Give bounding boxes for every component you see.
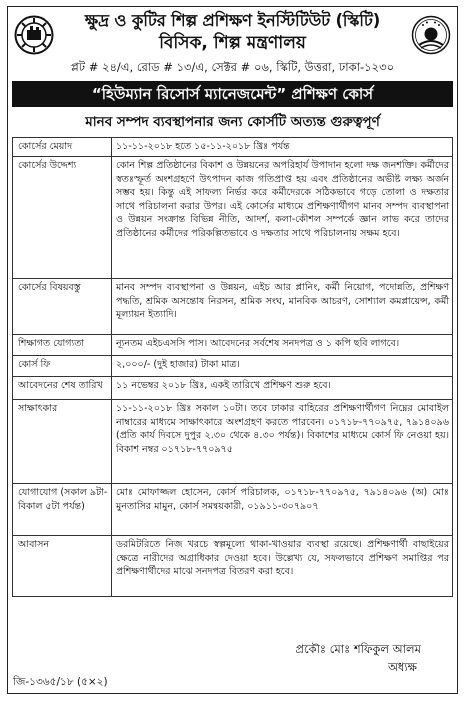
row-objective bbox=[13, 157, 453, 279]
row-value: ১১ নভেম্বর ২০১৮ খ্রিঃ, একই তারিখে প্রশিক্ষণ শুরু হবে। bbox=[112, 377, 453, 399]
row-duration bbox=[13, 138, 453, 157]
row-label: সাক্ষাৎকার bbox=[13, 400, 112, 483]
row-value: ১১-১১-২০১৮ হতে ১৫-১১-২০১৮ খ্রিঃ পর্যন্ত bbox=[112, 138, 453, 156]
row-label: আবাসন bbox=[13, 536, 112, 596]
row-label: কোর্সের বিষয়বস্তু bbox=[13, 279, 112, 334]
row-interview bbox=[13, 400, 453, 484]
course-details-table bbox=[12, 137, 453, 597]
reference-number: জি-১৩৬৫/১৮ (৫×২) bbox=[13, 676, 108, 688]
footer bbox=[8, 637, 457, 693]
ministry-name: বিসিক, শিল্প মন্ত্রণালয় bbox=[159, 33, 306, 53]
organization-name: ক্ষুদ্র ও কুটির শিল্প প্রশিক্ষণ ইনস্টিটিউট (স্কিটি) bbox=[84, 11, 381, 30]
row-value: ডরমিটরিতে নিজ খরচে স্বল্পমূল্যে থাকা-খাওয়ার ব্যবস্থা রয়েছে। প্রশিক্ষণার্থী বাছাইয়ের ক্ষেত্রে নারীদের অগ্রাধিকার দেওয়া হবে। উল্লেখ্য যে, সফলভাবে প্রশিক্ষণ সমাপ্তির পর প্রশিক্ষণার্থীদের মাঝে সনদপত্র বিতরণ করা হবে। bbox=[112, 536, 453, 596]
row-deadline bbox=[13, 377, 453, 400]
row-label: কোর্সের উদ্দেশ্য bbox=[13, 157, 112, 278]
row-label: শিক্ষাগত যোগ্যতা bbox=[13, 335, 112, 355]
row-value: ২,০০০/- (দুই হাজার) টাকা মাত্র। bbox=[112, 356, 453, 376]
advertisement-page bbox=[7, 6, 458, 694]
course-title-banner: “হিউম্যান রিসোর্স ম্যানেজমেন্ট” প্রশিক্ষণ কোর্স bbox=[12, 81, 453, 107]
header bbox=[8, 7, 457, 81]
row-value: মোঃ মোফাজ্জল হোসেন, কোর্স পরিচালক, ০১৭১৮-৭৭০৯৭৫, ৭৯১৪০৯৬ (অ) মোঃ মুনতাসির মামুন, কোর্স সমন্বয়কারী, ০১৯১১-৩০৭৯০৭ bbox=[112, 484, 453, 535]
course-subtitle: মানব সম্পদ ব্যবস্থাপনার জন্য কোর্সটি অত্যন্ত গুরুত্বপূর্ণ bbox=[85, 114, 380, 130]
row-contact bbox=[13, 484, 453, 536]
row-contents bbox=[13, 279, 453, 335]
address: প্লট # ২৪/এ, রোড # ১৩/এ, সেক্টর # ০৬, স্কিটি, উত্তরা, ঢাকা-১২৩০ bbox=[70, 60, 395, 74]
row-course-fee bbox=[13, 356, 453, 377]
signer-name: প্রকৌঃ মোঃ শফিকুল আলম bbox=[295, 642, 421, 656]
row-accommodation bbox=[13, 536, 453, 597]
signer-designation: অধ্যক্ষ bbox=[387, 660, 417, 674]
government-seal-icon bbox=[411, 15, 451, 55]
row-value: ন্যূনতম এইচএসসি পাস। আবেদনের সর্বশেষ সনদপত্র ও ১ কপি ছবি লাগবে। bbox=[112, 335, 453, 355]
row-value: মানব সম্পদ ব্যবস্থাপনা ও উন্নয়ন, এইচ আর প্লানিং, কর্মী নিয়োগ, পদোন্নতি, প্রশিক্ষণ পদ্ধতি, শ্রমিক অসন্তোষ নিরসন, শ্রমিক সংঘ, মানবিক আচরণ, সোশ্যাল কমপ্লায়েন্স, কর্মী মূল্যায়ন ইত্যাদি। bbox=[112, 279, 453, 334]
row-label: কোর্সের মেয়াদ bbox=[13, 138, 112, 156]
row-value: ১১-১১-২০১৮ খ্রিঃ সকাল ১০টা। তবে ঢাকার বাহিরের প্রশিক্ষণার্থীগণ নিম্নের মোবাইল নাম্বারের মাধ্যমে সাক্ষাৎকারে অংশগ্রহণ করতে পারবেন। ০১৭১৮-৭৭০৯৭৫, ৭৯১৪০৯৬ (প্রতি কার্য দিবসে দুপুর ২.৩০ থেকে ৪.৩০ পর্যন্ত)। বিকাশের মাধ্যমে কোর্স ফি নেওয়া হয়। বিকাশ নম্বর ০১৭১৮-৭৭০৯৭৫ bbox=[112, 400, 453, 483]
row-label: কোর্স ফি bbox=[13, 356, 112, 376]
row-value: কোন শিল্প প্রতিষ্ঠানের বিকাশ ও উন্নয়নের অপরিহার্য উপাদান হলো দক্ষ জনশক্তি। কর্মীদের স্বতঃস্ফূর্ত অংশগ্রহণে উৎপাদন কাজ গতিপ্রাপ্ত হয় এবং প্রতিষ্ঠানের অভীষ্ট লক্ষ্য অর্জন সম্ভব হয়। কিন্তু এই সাফল্য নির্ভর করে কর্মীদেরকে সঠিকভাবে গড়ে তোলা ও দক্ষতার সাথে পরিচালনা করার উপর। এই কোর্সের মাধ্যমে প্রশিক্ষণার্থীগণ মানব সম্পদ ব্যবস্থাপনা ও উন্নয়ন সংক্রান্ত বিভিন্ন নীতি, আদর্শ, কলা-কৌশল সম্পর্কে জ্ঞান লাভ করে তাদের প্রতিষ্ঠানের কর্মীদের পরিকল্পিতভাবে ও দক্ষতার সাথে পরিচালনায় সক্ষম হবে। bbox=[112, 157, 453, 278]
row-qualification bbox=[13, 335, 453, 356]
row-label: আবেদনের শেষ তারিখ bbox=[13, 377, 112, 399]
bisic-emblem-icon bbox=[14, 15, 54, 55]
row-label: যোগাযোগ (সকাল ৯টা-বিকাল ৫টা পর্যন্ত) bbox=[13, 484, 112, 535]
